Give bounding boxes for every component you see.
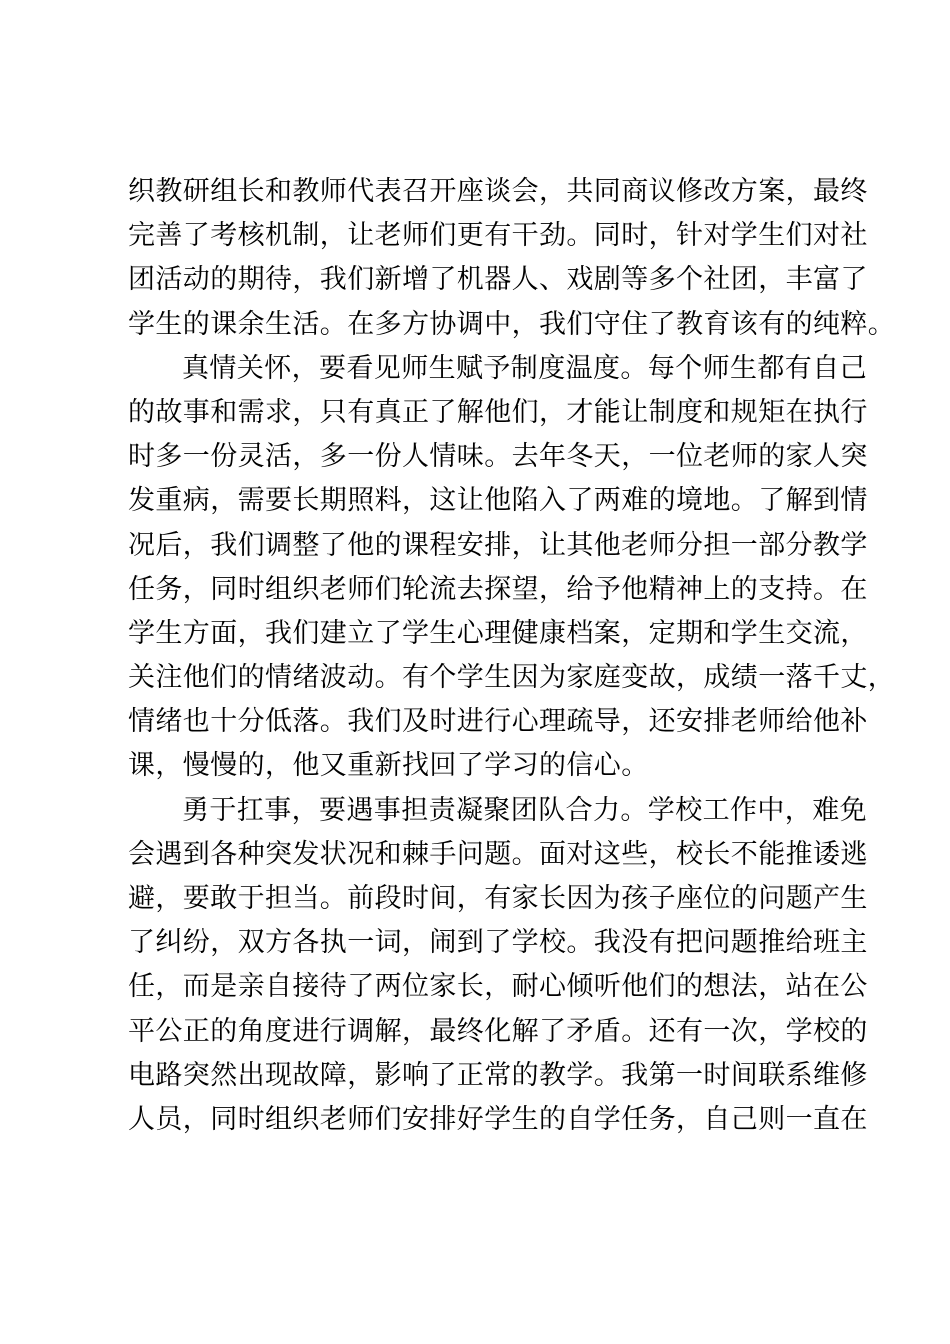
text-line: 的故事和需求，只有真正了解他们，才能让制度和规矩在执行 — [128, 396, 868, 428]
text-line: 任务，同时组织老师们轮流去探望，给予他精神上的支持。在 — [128, 573, 868, 605]
text-line: 课，慢慢的，他又重新找回了学习的信心。 — [128, 750, 649, 782]
text-line: 会遇到各种突发状况和棘手问题。面对这些，校长不能推诿逃 — [128, 838, 868, 870]
paragraph-first-line: 勇于扛事，要遇事担责凝聚团队合力。学校工作中，难免 — [182, 794, 867, 826]
text-line: 时多一份灵活，多一份人情味。去年冬天，一位老师的家人突 — [128, 441, 868, 473]
text-line: 况后，我们调整了他的课程安排，让其他老师分担一部分教学 — [128, 529, 868, 561]
text-line: 电路突然出现故障，影响了正常的教学。我第一时间联系维修 — [128, 1059, 868, 1091]
text-line: 避，要敢于担当。前段时间，有家长因为孩子座位的问题产生 — [128, 883, 868, 914]
paragraph-first-line: 真情关怀，要看见师生赋予制度温度。每个师生都有自己 — [182, 352, 867, 384]
text-line: 学生的课余生活。在多方协调中，我们守住了教育该有的纯粹。 — [128, 308, 896, 340]
text-line: 团活动的期待，我们新增了机器人、戏剧等多个社团，丰富了 — [128, 264, 868, 296]
text-line: 人员，同时组织老师们安排好学生的自学任务，自己则一直在 — [128, 1103, 868, 1135]
text-line: 了纠纷，双方各执一词，闹到了学校。我没有把问题推给班主 — [128, 927, 868, 959]
text-line: 织教研组长和教师代表召开座谈会，共同商议修改方案，最终 — [128, 176, 868, 207]
text-line: 学生方面，我们建立了学生心理健康档案，定期和学生交流， — [128, 617, 868, 649]
text-line: 平公正的角度进行调解，最终化解了矛盾。还有一次，学校的 — [128, 1015, 868, 1047]
text-line: 任，而是亲自接待了两位家长，耐心倾听他们的想法，站在公 — [128, 971, 868, 1003]
text-line: 关注他们的情绪波动。有个学生因为家庭变故，成绩一落千丈， — [128, 662, 896, 694]
text-line: 发重病，需要长期照料，这让他陷入了两难的境地。了解到情 — [128, 485, 868, 517]
body-text — [128, 170, 896, 1142]
text-line: 情绪也十分低落。我们及时进行心理疏导，还安排老师给他补 — [128, 706, 868, 738]
text-line: 完善了考核机制，让老师们更有干劲。同时，针对学生们对社 — [128, 220, 868, 252]
